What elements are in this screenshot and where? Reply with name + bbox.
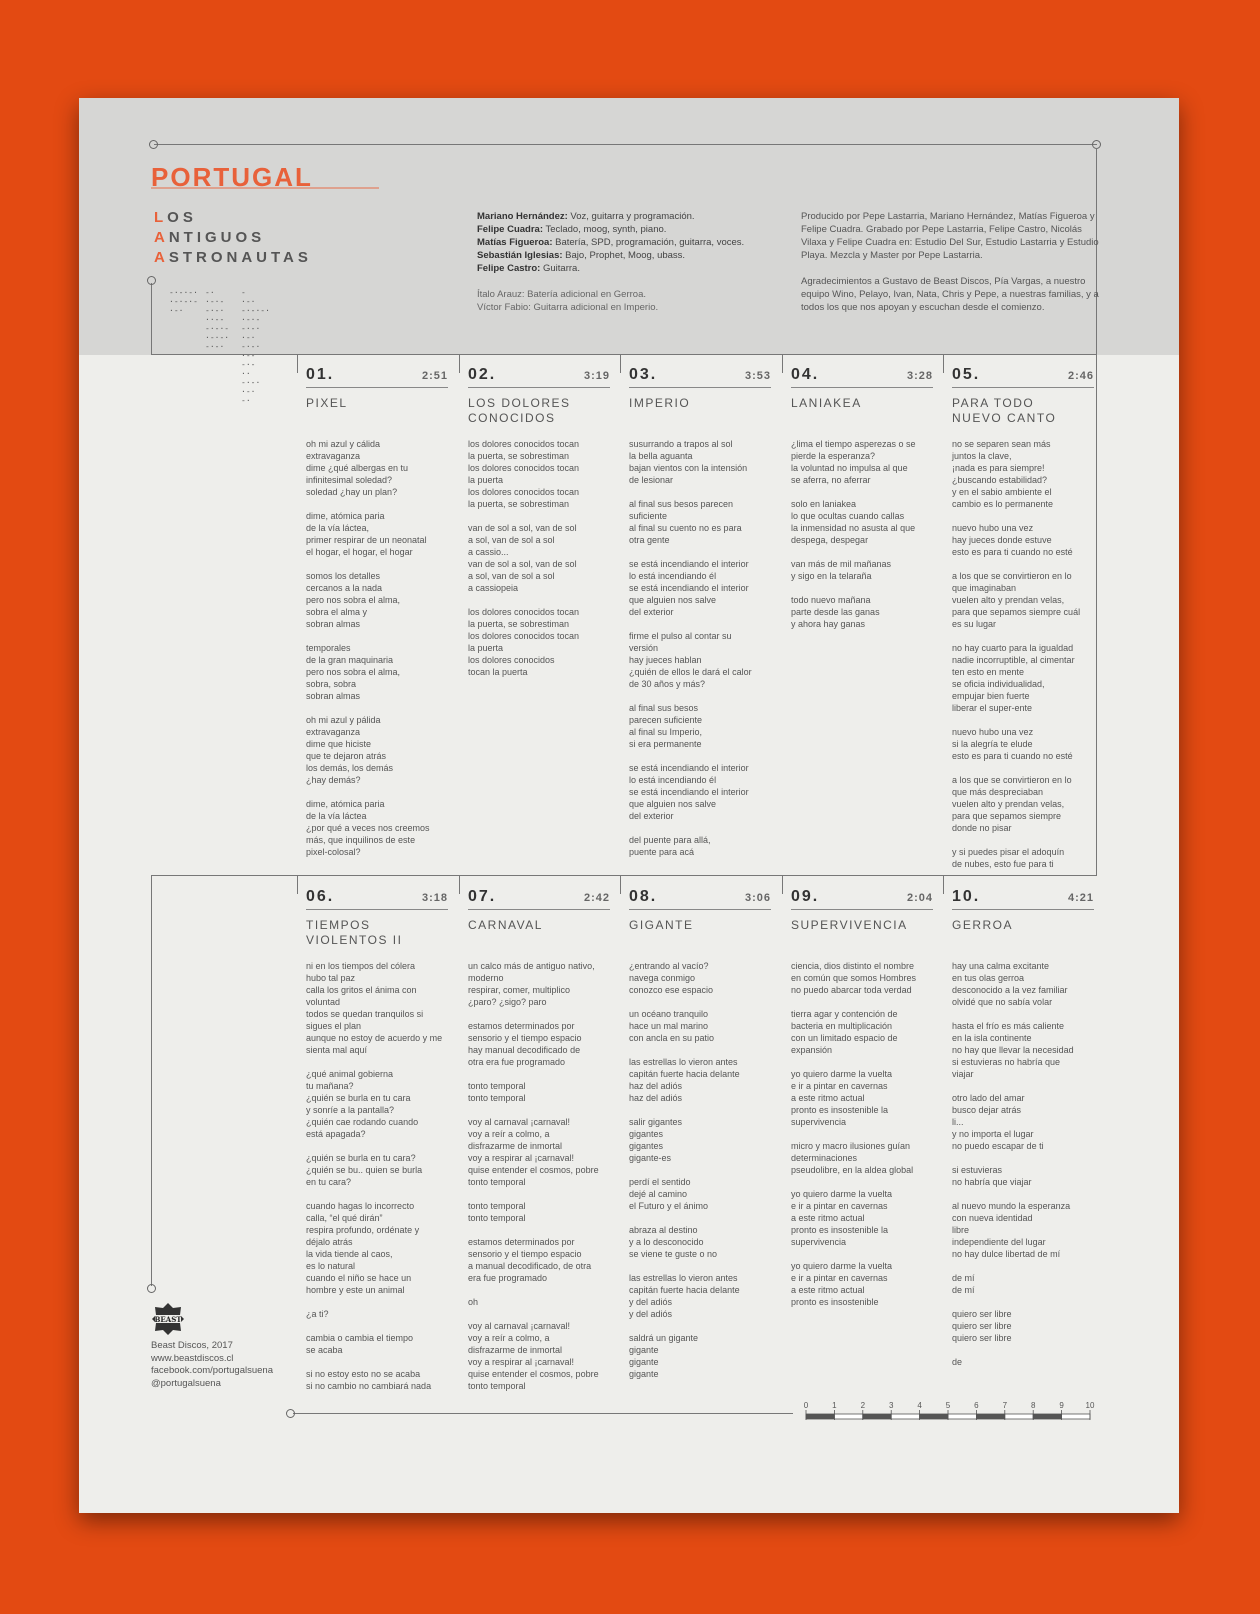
guest-credit: Ítalo Arauz: Batería adicional en Gerroa. (477, 289, 646, 300)
scale-segment (1062, 1414, 1090, 1419)
logo-underline (151, 187, 379, 189)
track-duration: 3:28 (906, 370, 933, 382)
divider (297, 876, 298, 894)
album-title-line (154, 248, 312, 268)
track-block (468, 366, 610, 866)
scale-bar (803, 1400, 1093, 1430)
track-title: GIGANTE (629, 918, 694, 932)
divider (297, 355, 298, 373)
track-duration: 2:04 (906, 892, 933, 904)
beast-logo-icon (151, 1302, 185, 1336)
track-block (952, 366, 1094, 869)
frame-node-left-bottom (147, 1284, 156, 1293)
track-block (306, 366, 448, 866)
divider (620, 355, 621, 373)
track-number: 08. (629, 888, 658, 905)
scale-tick-label: 4 (917, 1401, 922, 1410)
track-title: PIXEL (306, 396, 348, 410)
frame-node-bottom (286, 1409, 295, 1418)
label-info (151, 1340, 273, 1390)
track-title: CARNAVAL (468, 918, 543, 932)
track-number: 02. (468, 366, 497, 383)
track-block (629, 888, 771, 1408)
track-number: 09. (791, 888, 820, 905)
track-lyrics: hay una calma excitante en tus olas gerroa desconocido a la vez familiar olvidé que no sabía volar hasta el frío es más caliente en la isla continente no hay que llevar la necesidad si estuvieras no habría que viajar otro lado del amar busco dejar atrás li... y no importa el lugar no puedo escapar de ti si estuvieras no habría que viajar al nuevo mundo la esperanza con nueva identidad libre independiente del lugar no hay dulce libertad de mí de mí de mí quiero ser libre quiero ser libre quiero ser libre de (952, 961, 1074, 1367)
album-title-line (154, 228, 312, 248)
frame-header-bottom-line (151, 354, 1097, 355)
track-title: IMPERIO (629, 396, 691, 410)
frame-node-left-mid (147, 276, 156, 285)
track-rule (629, 909, 771, 910)
track-title: LOS DOLORES CONOCIDOS (468, 396, 571, 425)
scale-segment (920, 1414, 948, 1419)
track-lyrics: ¿lima el tiempo asperezas o se pierde la esperanza? la voluntad no impulsa al que se aferra, no aferrar solo en laniakea lo que ocultas cuando callas la inmensidad no asusta al que despega, despegar van más de mil mañanas y sigo en la telaraña todo nuevo mañana parte desde las ganas y ahora hay ganas (791, 439, 916, 629)
track-duration: 3:19 (583, 370, 610, 382)
production-text: Producido por Pepe Lastarria, Mariano Hernández, Matías Figueroa y Felipe Cuadra. Grabado por Pepe Lastarria, Felipe Castro, Nicolás Vilaxa y Felipe Cuadra en: Estudio Del Sur, Estudio Lastarria y Estudio Playa. Mezcla y Master por Pepe Lastarria. (801, 211, 1099, 261)
member-credit: Sebastián Iglesias: Bajo, Prophet, Moog, ubass. (477, 250, 686, 261)
member-credit: Felipe Castro: Guitarra. (477, 263, 580, 274)
scale-segment (806, 1414, 834, 1419)
album-title (154, 208, 312, 268)
track-title: GERROA (952, 918, 1014, 932)
track-rule (791, 909, 933, 910)
track-rule (306, 909, 448, 910)
track-block (791, 888, 933, 1408)
track-number: 01. (306, 366, 335, 383)
track-number: 05. (952, 366, 981, 383)
track-lyrics: los dolores conocidos tocan la puerta, se sobrestiman los dolores conocidos tocan la puerta los dolores conocidos tocan la puerta, se sobrestiman van de sol a sol, van de sol a sol, van de sol a sol a cassio... van de sol a sol, van de sol a sol, van de sol a sol a cassiopeia los dolores conocidos tocan la puerta, se sobrestiman los dolores conocidos tocan la puerta los dolores conocidos tocan la puerta (468, 439, 580, 677)
morse-code-col2: -· ·-·- -·-· ··-- -·-·- ·-·-· -·-· (205, 288, 230, 351)
track-rule (468, 387, 610, 388)
title-rest: NTIGUOS (168, 229, 266, 246)
scale-tick-label: 0 (803, 1401, 809, 1410)
track-number: 03. (629, 366, 658, 383)
track-block (952, 888, 1094, 1408)
album-poster (79, 98, 1179, 1513)
track-rule (468, 909, 610, 910)
album-title-line (154, 208, 312, 228)
track-duration: 4:21 (1067, 892, 1094, 904)
track-block (306, 888, 448, 1408)
track-number: 10. (952, 888, 981, 905)
scale-tick-label: 6 (974, 1401, 979, 1410)
member-credit: Mariano Hernández: Voz, guitarra y programación. (477, 211, 695, 222)
member-credit: Felipe Cuadra: Teclado, moog, synth, piano. (477, 224, 667, 235)
title-rest: OS (167, 209, 197, 226)
track-rule (629, 387, 771, 388)
track-lyrics: susurrando a trapos al sol la bella aguanta bajan vientos con la intensión de lesionar al final sus besos parecen suficiente al final su cuento no es para otra gente se está incendiando el interior lo está incendiando él se está incendiando el interior que alguien nos salve del exterior firme el pulso al contar su versión hay jueces hablan ¿quién de ellos le dará el calor de 30 años y más? al final sus besos parecen suficiente al final su Imperio, si era permanente se está incendiando el interior lo está incendiando él se está incendiando el interior que alguien nos salve del exterior del puente para allá, puente para acá (629, 439, 752, 857)
band-credits (477, 210, 777, 314)
track-title: TIEMPOS VIOLENTOS II (306, 918, 403, 947)
scale-tick-label: 3 (888, 1401, 894, 1410)
track-block (791, 366, 933, 866)
track-rule (791, 387, 933, 388)
member-credit: Matías Figueroa: Batería, SPD, programación, guitarra, voces. (477, 237, 745, 248)
scale-segment (1033, 1414, 1061, 1419)
scale-tick-label: 7 (1002, 1401, 1008, 1410)
frame-node-top-left (149, 140, 158, 149)
title-rest: STRONAUTAS (168, 249, 312, 266)
track-number: 06. (306, 888, 335, 905)
track-duration: 3:53 (744, 370, 771, 382)
track-lyrics: ni en los tiempos del cólera hubo tal paz calla los gritos el ánima con voluntad todos se quedan tranquilos si sigues el plan aunque no estoy de acuerdo y me sienta mal aquí ¿qué animal gobierna tu mañana? ¿quién se burla en tu cara y sonríe a la pantalla? ¿quién cae rodando cuando está apagada? ¿quién se burla en tu cara? ¿quién se bu.. quien se burla en tu cara? cuando hagas lo incorrecto calla, “el qué dirán” respira profundo, ordénate y déjalo atrás la vida tiende al caos, es lo natural cuando el niño se hace un hombre y este un animal ¿a ti? cambia o cambia el tiempo se acaba si no estoy esto no se acaba si no cambio no cambiará nada (306, 961, 443, 1391)
divider (620, 876, 621, 894)
morse-code-col1: -·-·-· ·-·-·- ·-· (169, 288, 198, 315)
label-line: Beast Discos, 2017 (151, 1340, 233, 1351)
track-title: LANIAKEA (791, 396, 862, 410)
frame-top-line (154, 144, 1097, 145)
frame-middle-line (151, 875, 1097, 876)
scale-tick-label: 8 (1030, 1401, 1036, 1410)
scale-tick-label: 2 (860, 1401, 866, 1410)
divider (943, 355, 944, 373)
scale-tick-label: 10 (1085, 1401, 1095, 1410)
track-duration: 3:06 (744, 892, 771, 904)
track-block (629, 366, 771, 866)
guest-credit: Víctor Fabio: Guitarra adicional en Imperio. (477, 302, 659, 313)
track-lyrics: ciencia, dios distinto el nombre en común que somos Hombres no puedo abarcar toda verdad tierra agar y contención de bacteria en multiplicación con un limitado espacio de expansión yo quiero darme la vuelta e ir a pintar en cavernas a este ritmo actual pronto es insostenible la supervivencia micro y macro ilusiones guían determinaciones pseudolibre, en la aldea global yo quiero darme la vuelta e ir a pintar en cavernas a este ritmo actual pronto es insostenible la supervivencia yo quiero darme la vuelta e ir a pintar en cavernas a este ritmo actual pronto es insostenible (791, 961, 917, 1307)
divider (782, 876, 783, 894)
track-lyrics: ¿entrando al vacío? navega conmigo conozco ese espacio un océano tranquilo hace un mal marino con ancla en su patio las estrellas lo vieron antes capitán fuerte hacia delante haz del adiós haz del adiós salir gigantes gigantes gigantes gigante-es perdí el sentido dejé al camino el Futuro y el ánimo abraza al destino y a lo desconocido se viene te guste o no las estrellas lo vieron antes capitán fuerte hacia delante y del adiós y del adiós saldrá un gigante gigante gigante gigante (629, 961, 740, 1379)
scale-tick-label: 1 (832, 1401, 837, 1410)
scale-segment (1005, 1414, 1033, 1419)
track-rule (952, 909, 1094, 910)
scale-segment (976, 1414, 1004, 1419)
divider (782, 355, 783, 373)
track-duration: 2:42 (583, 892, 610, 904)
beast-logo-text: BEAST (154, 1315, 182, 1324)
divider (459, 355, 460, 373)
thanks-text: Agradecimientos a Gustavo de Beast Discos, Pía Vargas, a nuestro equipo Wino, Pelayo, Ivan, Nata, Chris y Pepe, a nuestras familias, y a todos los que nos apoyan y escuchan desde el comienzo. (801, 276, 1099, 313)
scale-segment (863, 1414, 891, 1419)
artist-logo: PORTUGAL (151, 162, 313, 192)
track-duration: 3:18 (421, 892, 448, 904)
scale-tick-label: 5 (945, 1401, 951, 1410)
track-lyrics: no se separen sean más juntos la clave, ¡nada es para siempre! ¿buscando estabilidad? y en el sabio ambiente el cambio es lo permanente nuevo hubo una vez hay jueces donde estuve esto es para ti cuando no esté a los que se convirtieron en lo que imaginaban vuelen alto y prendan velas, para que sepamos siempre cuál es su lugar no hay cuarto para la igualdad nadie incorruptible, al cimentar ten esto en mente se oficia individualidad, empujar bien fuerte liberar el super-ente nuevo hubo una vez si la alegría te elude esto es para ti cuando no esté a los que se convirtieron en lo que más despreciaban vuelen alto y prendan velas, para que sepamos siempre donde no pisar y si puedes pisar el adoquín de nubes, esto fue para ti (952, 439, 1081, 869)
track-duration: 2:46 (1067, 370, 1094, 382)
track-title: SUPERVIVENCIA (791, 918, 908, 932)
track-title: PARA TODO NUEVO CANTO (952, 396, 1057, 425)
frame-left-short-line (151, 283, 152, 355)
track-number: 04. (791, 366, 820, 383)
label-website-link[interactable]: www.beastdiscos.cl (151, 1352, 234, 1364)
frame-bottom-line (293, 1413, 793, 1414)
track-rule (952, 387, 1094, 388)
track-rule (306, 387, 448, 388)
track-number: 07. (468, 888, 497, 905)
track-duration: 2:51 (421, 370, 448, 382)
label-facebook-link[interactable]: facebook.com/portugalsuena (151, 1365, 273, 1376)
scale-segment (834, 1414, 862, 1419)
scale-segment (948, 1414, 976, 1419)
track-block (468, 888, 610, 1408)
title-initial: A (154, 249, 169, 266)
label-handle: @portugalsuena (151, 1377, 221, 1389)
frame-left-lower-line (151, 875, 152, 1286)
scale-segment (891, 1414, 919, 1419)
morse-code-col3: - ·-· -·-·-· ·-·- -·-· ·-· -·-· ·-- -·- ·· -·-· ·-· -· (241, 288, 270, 405)
track-lyrics: oh mi azul y cálida extravaganza dime ¿qué albergas en tu infinitesimal soledad? soledad ¿hay un plan? dime, atómica paria de la vía láctea, primer respirar de un neonatal el hogar, el hogar, el hogar somos los detalles cercanos a la nada pero nos sobra el alma, sobra el alma y sobran almas temporales de la gran maquinaria pero nos sobra el alma, sobra, sobra sobran almas oh mi azul y pálida extravaganza dime que hiciste que te dejaron atrás los demás, los demás ¿hay demás? dime, atómica paria de la vía láctea ¿por qué a veces nos creemos más, que inquilinos de este pixel-colosal? (306, 439, 430, 857)
track-lyrics: un calco más de antiguo nativo, moderno respirar, comer, multiplico ¿paro? ¿sigo? paro estamos determinados por sensorio y el tiempo espacio hay manual decodificado de otra era fue programado tonto temporal tonto temporal voy al carnaval ¡carnaval! voy a reír a colmo, a disfrazarme de inmortal voy a respirar al ¡carnaval! quise entender el cosmos, pobre tonto temporal tonto temporal tonto temporal estamos determinados por sensorio y el tiempo espacio a manual decodificado, de otra era fue programado oh voy al carnaval ¡carnaval! voy a reír a colmo, a disfrazarme de inmortal voy a respirar al ¡carnaval! quise entender el cosmos, pobre tonto temporal (468, 961, 599, 1391)
title-initial: L (154, 209, 168, 226)
scale-tick-label: 9 (1059, 1401, 1064, 1410)
title-initial: A (154, 229, 169, 246)
divider (459, 876, 460, 894)
production-credits (801, 210, 1101, 327)
divider (943, 876, 944, 894)
